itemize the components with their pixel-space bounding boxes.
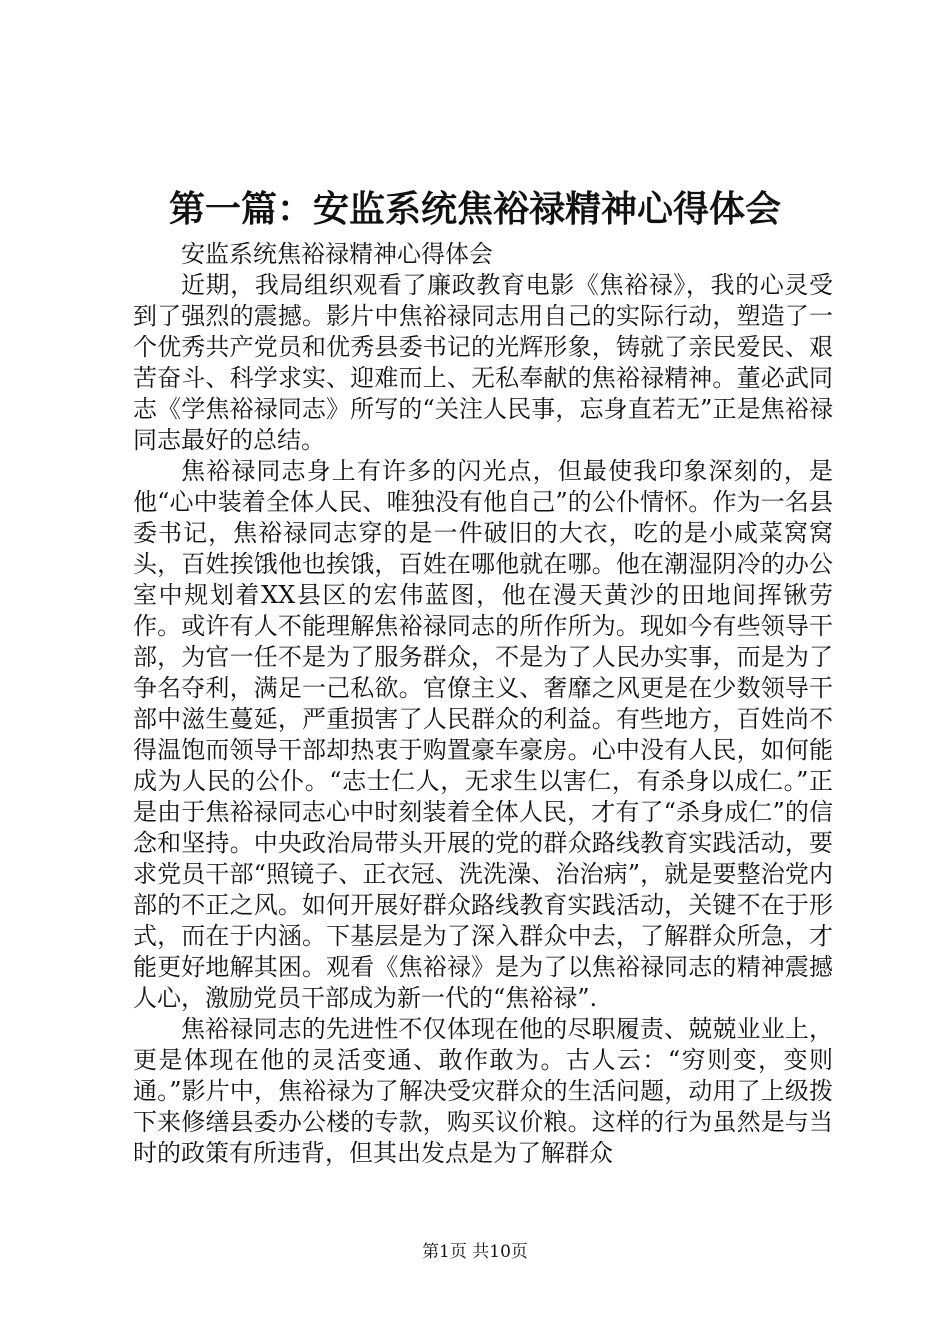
body-paragraph-1: 近期，我局组织观看了廉政教育电影《焦裕禄》，我的心灵受到了强烈的震撼。影片中焦裕禄同志用自己的实际行动，塑造了一个优秀共产党员和优秀县委书记的光辉形象，铸就了亲民爱民、艰苦奋斗、科学求实、迎难而上、无私奉献的焦裕禄精神。董必武同志《学焦裕禄同志》所写的“关注人民事，忘身直若无”正是焦裕禄同志最好的总结。	[133, 271, 833, 454]
page-footer: 第1页 共10页	[422, 1242, 528, 1262]
page-title: 第一篇：安监系统焦裕禄精神心得体会	[168, 189, 781, 230]
body-paragraph-3: 焦裕禄同志的先进性不仅体现在他的尽职履责、兢兢业业上，更是体现在他的灵活变通、敢作敢为。古人云：“穷则变，变则通。”影片中，焦裕禄为了解决受灾群众的生活问题，动用了上级拨下来修缮县委办公楼的专款，购买议价粮。这样的行为虽然是与当时的政策有所违背，但其出发点是为了解群众	[133, 1015, 833, 1167]
subtitle-paragraph: 安监系统焦裕禄精神心得体会	[181, 240, 493, 268]
document-body	[133, 239, 833, 1169]
body-paragraph-2: 焦裕禄同志身上有许多的闪光点，但最使我印象深刻的，是他“心中装着全体人民、唯独没有他自己”的公仆情怀。作为一名县委书记，焦裕禄同志穿的是一件破旧的大衣，吃的是小咸菜窝窝头，百姓挨饿他也挨饿，百姓在哪他就在哪。他在潮湿阴冷的办公室中规划着XX县区的宏伟蓝图，他在漫天黄沙的田地间挥锹劳作。或许有人不能理解焦裕禄同志的所作所为。现如今有些领导干部，为官一任不是为了服务群众，不是为了人民办实事，而是为了争名夺利，满足一己私欲。官僚主义、奢靡之风更是在少数领导干部中滋生蔓延，严重损害了人民群众的利益。有些地方，百姓尚不得温饱而领导干部却热衷于购置豪车豪房。心中没有人民，如何能成为人民的公仆。“志士仁人，无求生以害仁，有杀身以成仁。”正是由于焦裕禄同志心中时刻装着全体人民，才有了“杀身成仁”的信念和坚持。中央政治局带头开展的党的群众路线教育实践活动，要求党员干部“照镜子、正衣冠、洗洗澡、治治病”，就是要整治党内部的不正之风。如何开展好群众路线教育实践活动，关键不在于形式，而在于内涵。下基层是为了深入群众中去，了解群众所急，才能更好地解其困。观看《焦裕禄》是为了以焦裕禄同志的精神震撼人心，激励党员干部成为新一代的“焦裕禄”.	[133, 457, 833, 1012]
